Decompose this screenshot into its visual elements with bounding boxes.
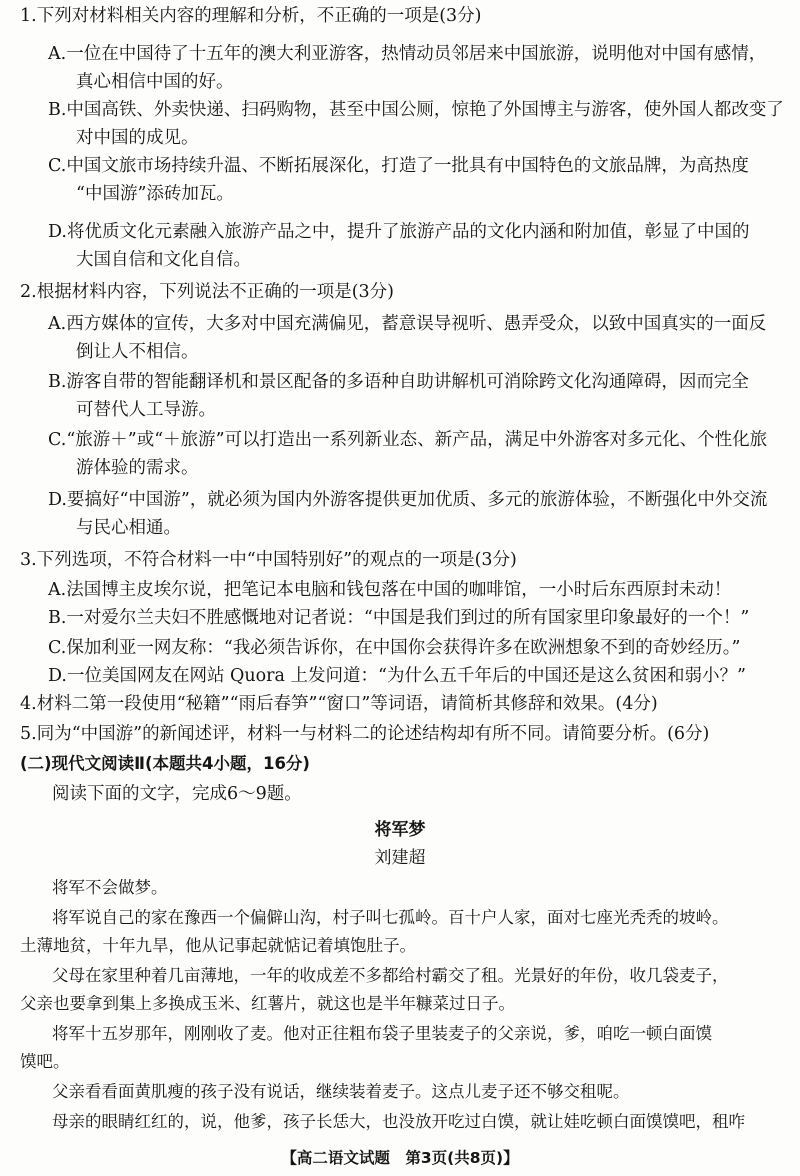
question-1-option-a-line2: 真心相信中国的好。 bbox=[76, 72, 234, 92]
question-1-option-c-line2: “中国游”添砖加瓦。 bbox=[76, 184, 234, 204]
question-2-option-a-line2: 倒让人不相信。 bbox=[76, 342, 199, 362]
section-heading: (二)现代文阅读Ⅱ(本题共4小题，16分) bbox=[20, 754, 310, 773]
question-4: 4.材料二第一段使用“秘籍”“雨后春笋”“窗口”等词语，请简析其修辞和效果。(4分) bbox=[20, 694, 658, 714]
story-author: 刘建超 bbox=[374, 848, 426, 868]
question-3-option-b: B.一对爱尔兰夫妇不胜感慨地对记者说：“中国是我们到过的所有国家里印象最好的一个！” bbox=[48, 608, 750, 628]
question-1-option-d-line2: 大国自信和文化自信。 bbox=[76, 250, 251, 270]
question-2-option-c-line2: 游体验的需求。 bbox=[76, 458, 199, 478]
question-1-option-a-line1: A.一位在中国待了十五年的澳大利亚游客，热情动员邻居来中国旅游，说明他对中国有感情， bbox=[48, 44, 767, 64]
question-2-stem: 2.根据材料内容，下列说法不正确的一项是(3分) bbox=[20, 282, 394, 302]
story-line: 母亲的眼睛红红的，说，他爹，孩子长恁大，也没放开吃过白馍，就让娃吃顿白面馍馍吧，租咋 bbox=[52, 1112, 745, 1131]
story-line: 馍吧。 bbox=[20, 1052, 70, 1071]
story-line: 父母在家里种着几亩薄地，一年的收成差不多都给村霸交了租。光景好的年份，收几袋麦子， bbox=[52, 966, 729, 985]
question-3-option-d: D.一位美国网友在网站 Quora 上发问道：“为什么五千年后的中国还是这么贫困和弱小？” bbox=[48, 666, 746, 686]
question-2-option-d-line2: 与民心相通。 bbox=[76, 518, 181, 538]
story-line: 父亲也要拿到集上多换成玉米、红薯片，就这也是半年糠菜过日子。 bbox=[20, 994, 515, 1013]
question-2-option-d-line1: D.要搞好“中国游”，就必须为国内外游客提供更加优质、多元的旅游体验，不断强化中外交流 bbox=[48, 490, 768, 510]
story-line: 将军十五岁那年，刚刚收了麦。他对正往粗布袋子里装麦子的父亲说，爹，咱吃一顿白面馍 bbox=[52, 1024, 712, 1043]
question-3-option-c: C.保加利亚一网友称：“我必须告诉你，在中国你会获得许多在欧洲想象不到的奇妙经历。” bbox=[48, 638, 741, 658]
story-line: 父亲看看面黄肌瘦的孩子没有说话，继续装着麦子。这点儿麦子还不够交租呢。 bbox=[52, 1082, 630, 1101]
story-line: 土薄地贫，十年九旱，他从记事起就惦记着填饱肚子。 bbox=[20, 936, 416, 955]
story-title: 将军梦 bbox=[374, 820, 426, 840]
section-instruction: 阅读下面的文字，完成6～9题。 bbox=[52, 784, 302, 804]
question-1-option-b-line1: B.中国高铁、外卖快递、扫码购物，甚至中国公厕，惊艳了外国博主与游客，使外国人都改变了 bbox=[48, 100, 784, 120]
page-footer: 【高二语文试题 第3页(共8页)】 bbox=[281, 1149, 519, 1167]
question-1-option-c-line1: C.中国文旅市场持续升温、不断拓展深化，打造了一批具有中国特色的文旅品牌，为高热度 bbox=[48, 156, 749, 176]
story-line: 将军不会做梦。 bbox=[52, 878, 168, 897]
question-3-option-a: A.法国博主皮埃尔说，把笔记本电脑和钱包落在中国的咖啡馆，一小时后东西原封未动！ bbox=[48, 580, 732, 600]
question-3-stem: 3.下列选项，不符合材料一中“中国特别好”的观点的一项是(3分) bbox=[20, 550, 517, 570]
question-2-option-a-line1: A.西方媒体的宣传，大多对中国充满偏见，蓄意误导视听、愚弄受众，以致中国真实的一面反 bbox=[48, 314, 767, 334]
question-5: 5.同为“中国游”的新闻述评，材料一与材料二的论述结构却有所不同。请简要分析。(6分) bbox=[20, 724, 710, 744]
question-2-option-b-line2: 可替代人工导游。 bbox=[76, 400, 216, 420]
question-1-stem: 1.下列对材料相关内容的理解和分析，不正确的一项是(3分) bbox=[20, 6, 482, 26]
question-1-option-b-line2: 对中国的成见。 bbox=[76, 128, 199, 148]
story-line: 将军说自己的家在豫西一个偏僻山沟，村子叫七孤岭。百十户人家，面对七座光秃秃的坡岭。 bbox=[52, 908, 729, 927]
question-2-option-b-line1: B.游客自带的智能翻译机和景区配备的多语种自助讲解机可消除跨文化沟通障碍，因而完全 bbox=[48, 372, 749, 392]
question-2-option-c-line1: C.“旅游＋”或“＋旅游”可以打造出一系列新业态、新产品，满足中外游客对多元化、个性化旅 bbox=[48, 430, 768, 450]
question-1-option-d-line1: D.将优质文化元素融入旅游产品之中，提升了旅游产品的文化内涵和附加值，彰显了中国的 bbox=[48, 222, 750, 242]
